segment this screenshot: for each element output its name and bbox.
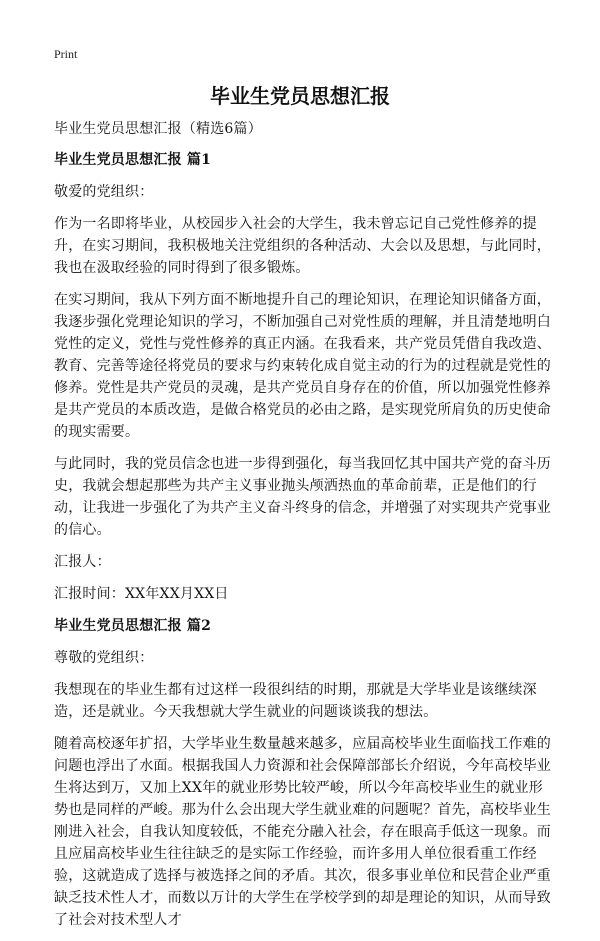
page-title: 毕业生党员思想汇报 — [210, 84, 390, 108]
reporter-line: 汇报人： — [54, 554, 111, 570]
body-paragraph: 随着高校逐年扩招，大学毕业生数量越来越多，应届高校毕业生面临找工作难的问题也浮出了水面。根据我国人力资源和社会保障部部长介绍说，今年高校毕业生将达到万，又加上XX年的就业形势比较严峻，所以今年高校毕业生的就业形势也是同样的严峻。那为什么会出现大学生就业难的问题呢？首先，高校毕业生刚进入社会，自我认知度较低，不能充分融入社会，存在眼高手低这一现象。而且应届高校毕业生往往缺乏的是实际工作经验，而许多用人单位很看重工作经验，这就造成了选择与被选择之间的矛盾。其次，很多事业单位和民营企业严重缺乏技术性人才，而数以万计的大学生在学校学到的却是理论的知识，从而导致了社会对技术型人才 — [54, 736, 551, 928]
body-paragraph: 与此同时，我的党员信念也进一步得到强化，每当我回忆其中国共产党的奋斗历史，我就会想起那些为共产主义事业抛头颅洒热血的革命前辈，正是他们的行动，让我进一步强化了为共产主义奋斗终身的信念，并增强了对实现共产党事业的信心。 — [54, 456, 551, 538]
document-body — [54, 118, 552, 941]
salutation: 敬爱的党组织： — [54, 184, 154, 200]
salutation: 尊敬的党组织： — [54, 650, 154, 666]
body-paragraph: 我想现在的毕业生都有过这样一段很纠结的时期，那就是大学毕业是该继续深造，还是就业。今天我想就大学生就业的问题谈谈我的想法。 — [54, 682, 537, 720]
section-heading: 毕业生党员思想汇报 篇2 — [54, 618, 212, 634]
print-link[interactable]: Print — [54, 47, 78, 61]
body-paragraph: 作为一名即将毕业，从校园步入社会的大学生，我未曾忘记自己党性修养的提升，在实习期间，我积极地关注党组织的各种活动、大会以及思想，与此同时，我也在汲取经验的同时得到了很多锻炼。 — [54, 216, 551, 276]
section-heading: 毕业生党员思想汇报 篇1 — [54, 152, 212, 168]
body-paragraph: 在实习期间，我从下列方面不断地提升自己的理论知识，在理论知识储备方面，我逐步强化党理论知识的学习，不断加强自己对党性质的理解，并且清楚地明白党性的定义，党性与党性修养的真正内涵。在我看来，共产党员凭借自我改造、教育、完善等途径将党员的要求与约束转化成自觉主动的行为的过程就是党性的修养。党性是共产党员的灵魂，是共产党员自身存在的价值，所以加强党性修养是共产党员的本质改造，是做合格党员的必由之路，是实现党所肩负的历史使命的现实需要。 — [54, 292, 551, 440]
document-subtitle: 毕业生党员思想汇报（精选6篇） — [54, 121, 262, 137]
report-time-line: 汇报时间：XX年XX月XX日 — [54, 586, 229, 602]
